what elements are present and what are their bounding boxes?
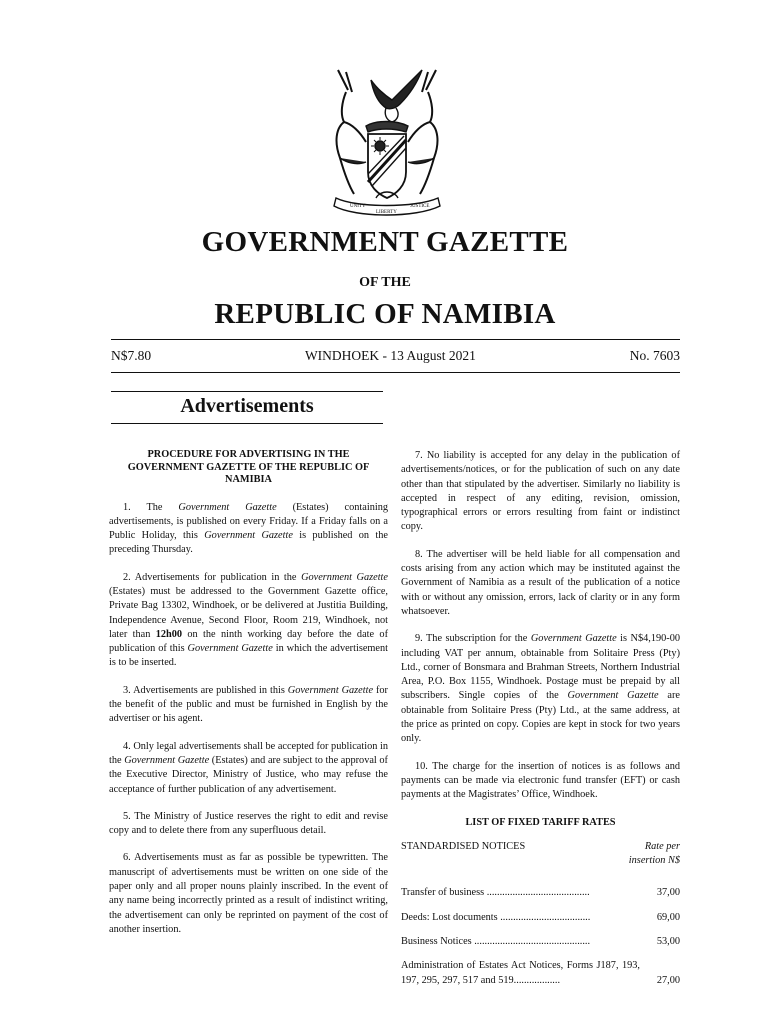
gazette-title: GOVERNMENT GAZETTE <box>201 226 569 258</box>
tariff-row <box>401 959 680 988</box>
text: Government Gazette <box>287 684 374 696</box>
text: 1. The <box>123 501 179 513</box>
text: (Estates) must be addressed to the Government Gazette office, Private Bag 13302, Windhoek, or be delivered at Justitia Building, Independence Avenue, Second Floor, Room 219, Windhoek, not later than <box>109 585 388 640</box>
rate-header-line: insertion N$ <box>628 855 680 867</box>
text: 12h00 <box>155 628 183 640</box>
rate-header <box>629 840 680 869</box>
tariff-label: Administration of Estates Act Notices, Forms J187, 193, 197, 295, 297, 517 and 519.................. <box>401 960 640 986</box>
issue-price: N$7.80 <box>111 348 152 363</box>
text: is published on the preceding Thursday. <box>109 530 388 556</box>
namibia-coat-of-arms-icon <box>316 62 456 220</box>
paragraph-3 <box>109 684 388 727</box>
paragraph-10: 10. The charge for the insertion of notices is as follows and payments can be made via electronic fund transfer (EFT) or cash payments at the Magistrates’ Office, Windhoek. <box>401 760 680 801</box>
text: is N$4,190-00 including VAT per annum, obtainable from Solitaire Press (Pty) Ltd., corner of Bonsmara and Brahman Streets, Northern Industrial Area, P.O. Box 1155, Windhoek. Postage must be prepaid by all subscribers. Single copies of the <box>401 633 680 702</box>
tariff-row <box>401 886 680 900</box>
tariff-amount: 27,00 <box>656 974 680 986</box>
section-rule-top <box>111 391 383 392</box>
section-heading: Advertisements <box>180 395 314 417</box>
paragraph-6: 6. Advertisements must as far as possible be typewritten. The manuscript of advertisements must be written on one side of the paper only and all proper nouns plainly inscribed. In the event of any name being incorrectly printed as a result of indistinct writing, the advertisement can only be reprinted on payment of the cost of another insertion. <box>109 852 388 935</box>
paragraph-5: 5. The Ministry of Justice reserves the right to edit and revise copy and to delete there from any superfluous detail. <box>109 810 388 837</box>
text: Government Gazette <box>178 501 277 513</box>
text: 2. Advertisements for publication in the <box>123 571 302 583</box>
text: 3. Advertisements are published in this <box>123 684 288 696</box>
republic-title: REPUBLIC OF NAMIBIA <box>214 298 556 330</box>
gazette-subtitle: OF THE <box>359 275 411 290</box>
tariff-label: Deeds: Lost documents ................................... <box>401 911 591 923</box>
text: 9. The subscription for the <box>415 633 531 645</box>
tariff-amount: 53,00 <box>656 936 680 948</box>
issue-info-bar <box>111 348 680 364</box>
section-rule-bottom <box>111 423 383 424</box>
text: Government Gazette <box>187 643 273 655</box>
paragraph-7: 7. No liability is accepted for any delay in the publication of advertisements/notices, or for the publication of such on any date other than that stipulated by the advertiser. Similarly no liability is accepted in respect of any editing, revision, omission, typographical errors or errors resulting from faint or indistinct copy. <box>401 450 680 533</box>
paragraph-4 <box>109 740 388 797</box>
svg-text:JUSTICE: JUSTICE <box>410 204 430 209</box>
procedure-heading: PROCEDURE FOR ADVERTISING IN THE GOVERNMENT GAZETTE OF THE REPUBLIC OF NAMIBIA <box>127 449 370 485</box>
tariff-column-headers <box>401 840 680 869</box>
svg-text:UNITY: UNITY <box>350 204 366 209</box>
paragraph-1 <box>109 501 388 558</box>
tariff-amount: 69,00 <box>656 911 680 923</box>
issue-number: No. 7603 <box>629 348 680 363</box>
issue-place-date: WINDHOEK - 13 August 2021 <box>304 348 476 363</box>
text: Government Gazette <box>124 754 210 766</box>
text: in which the advertisement is to be inserted. <box>109 643 388 669</box>
paragraph-8: 8. The advertiser will be held liable for all compensation and costs arising from any action which may be instituted against the Government of Namibia as a result of the publication of a notice with or without any omission, errors, lack of clarity or in any form whatsoever. <box>401 548 680 617</box>
tariff-label: Business Notices ............................................. <box>401 936 591 948</box>
text: are obtainable from Solitaire Press (Pty) Ltd., at the same address, at the price as printed on copy. Copies are kept in stock for two years only. <box>401 690 680 745</box>
right-column <box>401 449 680 998</box>
text: Government Gazette <box>204 530 293 542</box>
tariff-heading: LIST OF FIXED TARIFF RATES <box>465 816 616 828</box>
text: Government Gazette <box>567 690 659 702</box>
tariff-row <box>401 911 680 925</box>
rate-header-line: Rate per <box>644 840 680 852</box>
info-rule <box>111 372 680 373</box>
text: (Estates) and are subject to the approval of the Executive Director, Ministry of Justice, who may refuse the acceptance of further publication of any advertisement. <box>109 754 388 795</box>
paragraph-2 <box>109 571 388 671</box>
text: Government Gazette <box>301 571 388 583</box>
top-rule <box>111 339 680 340</box>
tariff-row <box>401 935 680 949</box>
text: Government Gazette <box>530 633 617 645</box>
text: 4. Only legal advertisements shall be accepted for publication in the <box>109 740 388 766</box>
left-column <box>109 449 388 950</box>
text: for the benefit of the public and must be furnished in English by the advertiser or his agent. <box>109 684 388 725</box>
tariff-label: Transfer of business ........................................ <box>401 887 590 899</box>
text: on the ninth working day before the date of publication of this <box>109 628 389 655</box>
paragraph-9 <box>401 632 680 746</box>
tariff-amount: 37,00 <box>656 887 680 899</box>
standardised-notices-label: STANDARDISED NOTICES <box>401 840 526 852</box>
svg-text:LIBERTY: LIBERTY <box>376 210 397 215</box>
text: (Estates) containing advertisements, is published on every Friday. If a Friday falls on a Public Holiday, this <box>109 501 388 542</box>
